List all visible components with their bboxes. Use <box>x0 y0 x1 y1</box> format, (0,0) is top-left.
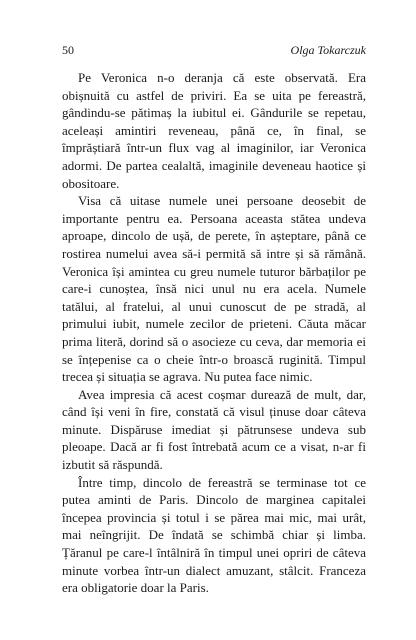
page-number: 50 <box>62 43 74 57</box>
paragraph-2: Visa că uitase numele unei persoane deosebit de importante pentru ea. Persoana aceasta stătea undeva aproape, dincolo de ușă, de perete, în așteptare, până ce rostirea numelui avea să-i permită să intre și să rămână. Veronica își amintea cu greu numele tuturor bărbaților pe care-i cunoștea, însă nici unul nu era acela. Numele tatălui, al fratelui, al unui cunoscut de pe stradă, al primului iubit, numele zecilor de prieteni. Căuta măcar prima literă, dorind să o asocieze cu ceva, dar memoria ei se înțepenise ca o cheie într-o broască ruginită. Timpul trecea și situația se agrava. Nu putea face nimic. <box>62 193 366 385</box>
paragraph-4: Între timp, dincolo de fereastră se terminase tot ce putea aminti de Paris. Dincolo de marginea capitalei începea provincia și totul i se părea mai mic, mai urât, mai neîngrijit. De îndată se schimbă chiar și limba. Țăranul pe care-l întâlniră în timpul unei opriri de câteva minute vorbea într-un dialect amuzant, stâlcit. Franceza era obligatorie doar la Paris. <box>62 474 366 596</box>
paragraph-1: Pe Veronica n-o deranja că este observată. Era obișnuită cu astfel de priviri. Ea se uita pe fereastră, gândindu-se pătimaș la iubitul ei. Gândurile se repetau, aceleași amintiri reveneau, până ce, în final, se împrăștiară într-un flux vag al imaginilor, iar Veronica adormi. De partea cealaltă, imaginile deveneau haotice și obositoare. <box>62 70 366 191</box>
running-head-author: Olga Tokarczuk <box>290 43 366 57</box>
paragraph-3: Avea impresia că acest coșmar durează de mult, dar, când își veni în fire, constată că visul ținuse doar câteva minute. Dispăruse imediat și pătrunsese undeva sub pleoape. Dacă ar fi fost întrebată acum ce a visat, n-ar fi izbutit să răspundă. <box>62 386 366 473</box>
running-header <box>62 43 366 57</box>
body-text <box>62 69 366 597</box>
